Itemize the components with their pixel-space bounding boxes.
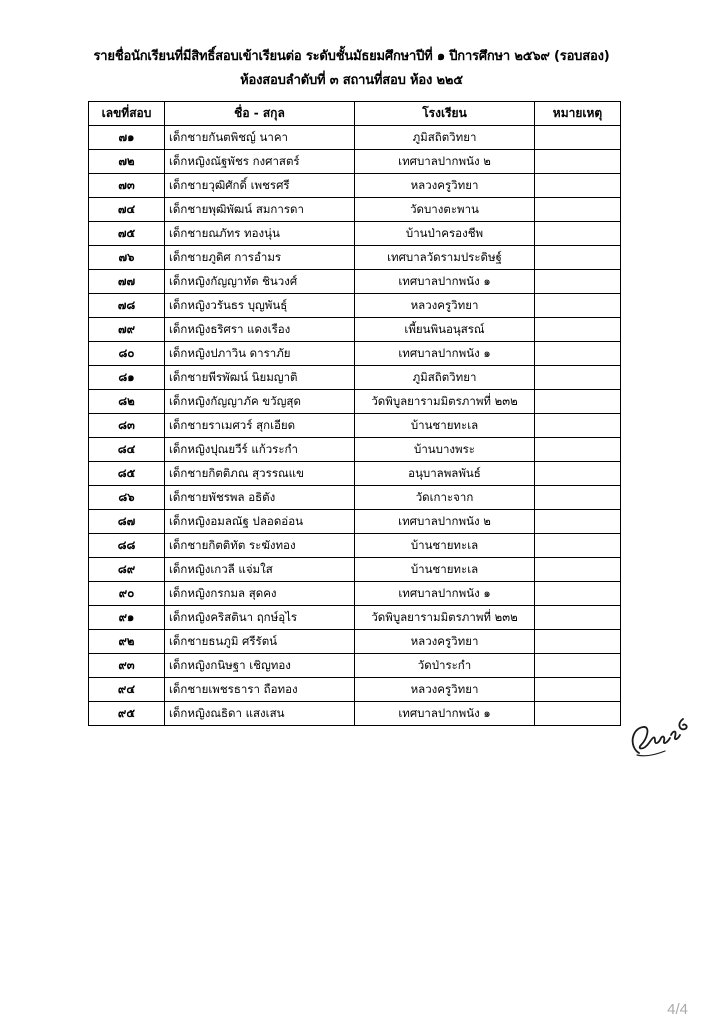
table-row (89, 702, 621, 726)
school-cell: วัดพิบูลยารามมิตรภาพที่ ๒๓๒ (355, 606, 535, 630)
school-cell: บ้านชายทะเล (355, 534, 535, 558)
school-cell: บ้านป่าครองชีพ (355, 222, 535, 246)
table-row (89, 606, 621, 630)
exam-no-cell: ๗๓ (89, 174, 165, 198)
table-row (89, 678, 621, 702)
note-cell (535, 486, 621, 510)
exam-no-cell: ๘๓ (89, 414, 165, 438)
exam-no-cell: ๗๗ (89, 270, 165, 294)
table-row (89, 366, 621, 390)
name-cell: เด็กชายพุฒิพัฒน์ สมการดา (165, 198, 355, 222)
exam-no-cell: ๗๘ (89, 294, 165, 318)
table-row (89, 342, 621, 366)
school-cell: เทศบาลปากพนัง ๑ (355, 342, 535, 366)
exam-no-cell: ๙๐ (89, 582, 165, 606)
name-cell: เด็กหญิงปุณยวีร์ แก้วระกำ (165, 438, 355, 462)
table-row (89, 510, 621, 534)
note-cell (535, 462, 621, 486)
name-cell: เด็กหญิงวรันธร บุญพันธุ์ (165, 294, 355, 318)
name-cell: เด็กหญิงกัญญาภัค ขวัญสุด (165, 390, 355, 414)
title-line-2: ห้องสอบลำดับที่ ๓ สถานที่สอบ ห้อง ๒๒๕ (240, 73, 463, 88)
note-cell (535, 270, 621, 294)
exam-no-cell: ๗๖ (89, 246, 165, 270)
school-cell: เทศบาลวัดรามประดิษฐ์ (355, 246, 535, 270)
exam-no-cell: ๘๗ (89, 510, 165, 534)
table-row (89, 582, 621, 606)
school-cell: บ้านชายทะเล (355, 414, 535, 438)
table-row (89, 654, 621, 678)
school-cell: ภูมิสถิตวิทยา (355, 366, 535, 390)
column-header-exam-no: เลขที่สอบ (89, 102, 165, 126)
name-cell: เด็กชายกิตติภณ สุวรรณแข (165, 462, 355, 486)
table-row (89, 534, 621, 558)
exam-no-cell: ๘๖ (89, 486, 165, 510)
name-cell: เด็กชายภูดิศ การอำมร (165, 246, 355, 270)
exam-no-cell: ๗๑ (89, 126, 165, 150)
exam-no-cell: ๘๒ (89, 390, 165, 414)
note-cell (535, 126, 621, 150)
name-cell: เด็กหญิงคริสตินา ฤกษ์อุไร (165, 606, 355, 630)
school-cell: เทศบาลปากพนัง ๑ (355, 702, 535, 726)
column-header-name: ชื่อ - สกุล (165, 102, 355, 126)
table-row (89, 150, 621, 174)
title-line-1: รายชื่อนักเรียนที่มีสิทธิ์สอบเข้าเรียนต่อ ระดับชั้นมัธยมศึกษาปีที่ ๑ ปีการศึกษา ๒๕๖๙ (รอบสอง) (93, 49, 610, 64)
school-cell: เพี้ยนพินอนุสรณ์ (355, 318, 535, 342)
name-cell: เด็กชายธนภูมิ ศรีรัตน์ (165, 630, 355, 654)
note-cell (535, 342, 621, 366)
name-cell: เด็กชายกิตติทัต ระฆังทอง (165, 534, 355, 558)
school-cell: อนุบาลพลพันธ์ (355, 462, 535, 486)
exam-no-cell: ๘๔ (89, 438, 165, 462)
school-cell: วัดป่าระกำ (355, 654, 535, 678)
school-cell: หลวงครูวิทยา (355, 678, 535, 702)
name-cell: เด็กชายวุฒิศักดิ์ เพชรศรี (165, 174, 355, 198)
note-cell (535, 150, 621, 174)
school-cell: เทศบาลปากพนัง ๑ (355, 582, 535, 606)
table-row (89, 318, 621, 342)
school-cell: เทศบาลปากพนัง ๑ (355, 270, 535, 294)
table-row (89, 630, 621, 654)
school-cell: เทศบาลปากพนัง ๒ (355, 510, 535, 534)
exam-no-cell: ๙๒ (89, 630, 165, 654)
exam-no-cell: ๘๙ (89, 558, 165, 582)
exam-no-cell: ๗๒ (89, 150, 165, 174)
exam-no-cell: ๗๙ (89, 318, 165, 342)
name-cell: เด็กชายณภัทร ทองนุ่น (165, 222, 355, 246)
table-row (89, 462, 621, 486)
school-cell: วัดเกาะจาก (355, 486, 535, 510)
name-cell: เด็กหญิงธริศรา แดงเรือง (165, 318, 355, 342)
table-row (89, 486, 621, 510)
table-row (89, 126, 621, 150)
name-cell: เด็กหญิงณัฐพัชร กงศาสตร์ (165, 150, 355, 174)
school-cell: หลวงครูวิทยา (355, 294, 535, 318)
table-row (89, 390, 621, 414)
exam-no-cell: ๗๔ (89, 198, 165, 222)
name-cell: เด็กชายเพชรธารา ถือทอง (165, 678, 355, 702)
school-cell: บ้านบางพระ (355, 438, 535, 462)
note-cell (535, 366, 621, 390)
table-row (89, 414, 621, 438)
note-cell (535, 678, 621, 702)
exam-no-cell: ๙๑ (89, 606, 165, 630)
school-cell: วัดพิบูลยารามมิตรภาพที่ ๒๓๒ (355, 390, 535, 414)
name-cell: เด็กหญิงเกวลี แจ่มใส (165, 558, 355, 582)
name-cell: เด็กหญิงกรกมล สุดคง (165, 582, 355, 606)
table-row (89, 222, 621, 246)
page-indicator: 4/4 (667, 1001, 688, 1018)
school-cell: หลวงครูวิทยา (355, 630, 535, 654)
note-cell (535, 654, 621, 678)
table-row (89, 246, 621, 270)
note-cell (535, 702, 621, 726)
signature-icon (625, 705, 695, 765)
school-cell: หลวงครูวิทยา (355, 174, 535, 198)
exam-no-cell: ๙๔ (89, 678, 165, 702)
table-row (89, 198, 621, 222)
name-cell: เด็กชายพัชรพล อธิตัง (165, 486, 355, 510)
table-row (89, 438, 621, 462)
note-cell (535, 582, 621, 606)
document-title (0, 45, 703, 93)
table-row (89, 294, 621, 318)
name-cell: เด็กหญิงกัญญาทัต ชินวงศ์ (165, 270, 355, 294)
note-cell (535, 222, 621, 246)
exam-no-cell: ๘๐ (89, 342, 165, 366)
exam-no-cell: ๙๕ (89, 702, 165, 726)
school-cell: บ้านชายทะเล (355, 558, 535, 582)
name-cell: เด็กหญิงอมลณัฐ ปลอดอ่อน (165, 510, 355, 534)
note-cell (535, 318, 621, 342)
note-cell (535, 534, 621, 558)
school-cell: เทศบาลปากพนัง ๒ (355, 150, 535, 174)
table-header-row (89, 102, 621, 126)
note-cell (535, 606, 621, 630)
note-cell (535, 510, 621, 534)
note-cell (535, 390, 621, 414)
note-cell (535, 174, 621, 198)
name-cell: เด็กหญิงกนิษฐา เชิญทอง (165, 654, 355, 678)
exam-no-cell: ๙๓ (89, 654, 165, 678)
column-header-note: หมายเหตุ (535, 102, 621, 126)
name-cell: เด็กหญิงปภาวิน ดาราภัย (165, 342, 355, 366)
note-cell (535, 558, 621, 582)
student-list-table (88, 101, 621, 726)
table-row (89, 558, 621, 582)
note-cell (535, 246, 621, 270)
school-cell: ภูมิสถิตวิทยา (355, 126, 535, 150)
exam-no-cell: ๘๑ (89, 366, 165, 390)
note-cell (535, 414, 621, 438)
exam-no-cell: ๘๘ (89, 534, 165, 558)
table-row (89, 174, 621, 198)
table-row (89, 270, 621, 294)
exam-no-cell: ๘๕ (89, 462, 165, 486)
column-header-school: โรงเรียน (355, 102, 535, 126)
note-cell (535, 294, 621, 318)
school-cell: วัดบางตะพาน (355, 198, 535, 222)
note-cell (535, 438, 621, 462)
note-cell (535, 198, 621, 222)
name-cell: เด็กหญิงณธิดา แสงเสน (165, 702, 355, 726)
name-cell: เด็กชายพีรพัฒน์ นิยมญาติ (165, 366, 355, 390)
name-cell: เด็กชายกันตพิชญ์ นาคา (165, 126, 355, 150)
name-cell: เด็กชายราเมศวร์ สุกเอียด (165, 414, 355, 438)
exam-no-cell: ๗๕ (89, 222, 165, 246)
note-cell (535, 630, 621, 654)
